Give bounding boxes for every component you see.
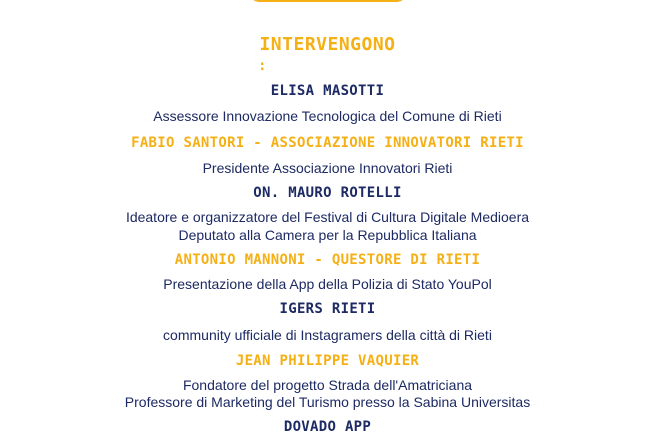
speaker-role-vaquier-1: Fondatore del progetto Strada dell'Amatriciana <box>182 377 473 393</box>
speaker-role-igers: community ufficiale di Instagramers della città di Rieti <box>163 327 492 343</box>
speaker-name-santori: FABIO SANTORI - ASSOCIAZIONE INNOVATORI RIETI <box>131 135 524 151</box>
speaker-name-vaquier: JEAN PHILIPPE VAQUIER <box>235 353 420 369</box>
speaker-role-vaquier-2: Professore di Marketing del Turismo presso la Sabina Universitas <box>124 394 531 410</box>
speaker-name-masotti: ELISA MASOTTI <box>270 83 385 99</box>
speaker-role-mannoni: Presentazione della App della Polizia di Stato YouPol <box>163 276 492 292</box>
speaker-role-masotti: Assessore Innovazione Tecnologica del Comune di Rieti <box>153 108 502 124</box>
speaker-role-rotelli-1: Ideatore e organizzatore del Festival di Cultura Digitale Medioera <box>125 209 530 225</box>
speaker-name-dovado: DOVADO APP <box>283 419 372 435</box>
speaker-role-rotelli-2: Deputato alla Camera per la Repubblica Italiana <box>178 227 477 243</box>
speaker-name-mannoni: ANTONIO MANNONI - QUESTORE DI RIETI <box>174 252 481 268</box>
speaker-name-rotelli: ON. MAURO ROTELLI <box>253 185 402 201</box>
speaker-role-santori: Presidente Associazione Innovatori Rieti <box>202 160 453 176</box>
section-heading-colon: : <box>258 58 267 74</box>
section-heading: INTERVENGONO <box>259 34 396 55</box>
speaker-name-igers: IGERS RIETI <box>279 301 376 317</box>
top-banner-tab <box>248 0 408 2</box>
